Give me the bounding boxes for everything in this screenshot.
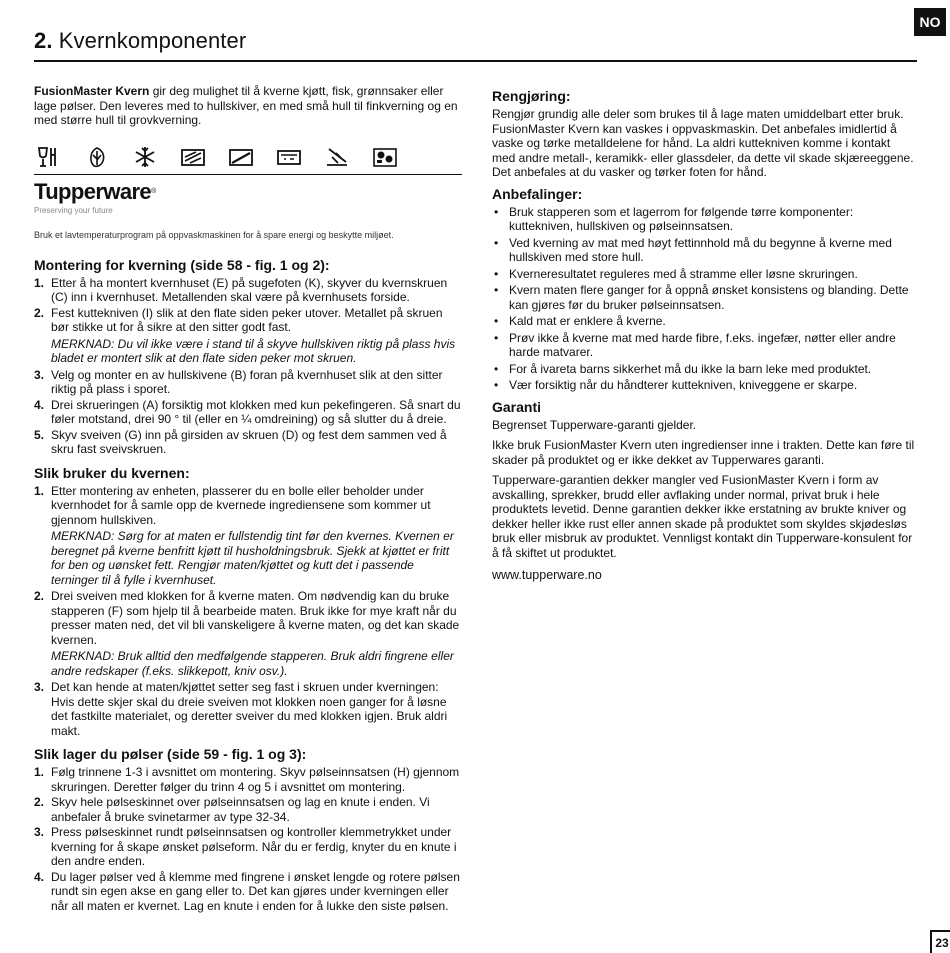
- list-item: 5. Skyv sveiven (G) inn på girsiden av skruen (D) og fest dem sammen ved å skru fast sveivskruen.: [34, 427, 447, 456]
- list-item: • For å ivareta barns sikkerhet må du ikke la barn leke med produktet.: [492, 362, 916, 377]
- cleaning-text: Rengjør grundig alle deler som brukes til å lage maten umiddelbart etter bruk. FusionMaster Kvern kan vaskes i oppvaskmaskin. Det anbefales imidlertid å vaske og tørke metalldelene for hånd. La aldri kuttekniven komme i kontakt med andre metall-, keramikk- eller glassdeler, da dette vil skade skjæreeggene. Det anbefales at du vasker og tørker foten for hånd.: [492, 107, 914, 179]
- intro-text: gir deg mulighet til å kverne kjøtt, fisk, grønnsaker eller lage pølser. Den leveres med to hullskiver, en med små hull til finkverning og en med større hull til grovkverning.: [34, 84, 458, 127]
- list-item: 2. Drei sveiven med klokken for å kverne maten. Om nødvendig kan du bruke stapperen (F) som hjelp til å bearbeide maten. Bruk ikke for mye kraft når du presser maten ned, det vil bli vanskeligere å kverne maten, og det kan skade kvernen.: [34, 589, 460, 647]
- usage-heading: Slik bruker du kvernen:: [34, 464, 190, 481]
- language-tag: NO: [914, 8, 946, 36]
- product-name: FusionMaster Kvern: [34, 84, 150, 98]
- container-icon: [276, 145, 302, 169]
- assembly-steps: [34, 276, 462, 457]
- list-item: 1. Etter montering av enheten, plasserer du en bolle eller beholder under kvernhodet for å samle opp de kvernede ingrediensene som kommer ut gjennom hullskiven.: [34, 483, 431, 527]
- list-item: • Ved kverning av mat med høyt fettinnhold må du begynne å kverne med hullskiven med store hull.: [492, 236, 916, 265]
- list-item: • Kvern maten flere ganger for å oppnå ønsket konsistens og blanding. Dette kan gjøres før du bruker pølseinnsatsen.: [492, 283, 916, 312]
- logo-tagline: Preserving your future: [34, 205, 113, 215]
- sausage-heading: Slik lager du pølser (side 59 - fig. 1 og 3):: [34, 746, 307, 762]
- list-item: 3. Press pølseskinnet rundt pølseinnsatsen og kontroller klemmetrykket under kverning for å skape ønsket pølseform. Når du er ferdig, knyter du en knute i den andre enden.: [34, 825, 457, 868]
- list-item: • Bruk stapperen som et lagerrom for følgende tørre komponenter: kuttekniven, hullskiven og pølseinnsatsen.: [492, 205, 916, 234]
- usage-note-1: MERKNAD: Sørg for at maten er fullstendig tint før den kvernes. Kvernen er beregnet på kverne benfritt kjøtt til husholdningsbruk. Sjekk at kjøttet er fritt for ben og uønsket fett. Rengjør maten/kjøttet og kutt det i passende terninger til å fylle i kvernhuset.: [51, 529, 454, 587]
- list-item: • Prøv ikke å kverne mat med harde fibre, f.eks. ingefær, nøtter eller andre harde matvarer.: [492, 331, 916, 360]
- list-item: • Vær forsiktig når du håndterer kuttekniven, kniveggene er skarpe.: [492, 378, 916, 393]
- list-item: 4. Du lager pølser ved å klemme med fingrene i ønsket lengde og rotere pølsen rundt sin egen akse en gang eller to. Det kan gjøres under kverningen eller når all maten er kvernet. Lag en knute i enden for å lukke den siste pølsen.: [34, 869, 460, 913]
- usage-steps: [34, 484, 462, 739]
- title-divider: [34, 60, 917, 62]
- list-item: 2. Skyv hele pølseskinnet over pølseinnsatsen og lag en knute i enden. Vi anbefaler å bruke svinetarmer av type 32-34.: [34, 795, 430, 824]
- list-item: 1. Etter å ha montert kvernhuset (E) på sugefoten (K), skyver du kvernskruen (C) inn i kvernhuset. Metallenden skal være på kvernhusets forside.: [34, 275, 448, 304]
- parts-icon: [372, 145, 398, 169]
- dishwasher-icon: [36, 145, 62, 169]
- recommendations-heading: Anbefalinger:: [492, 185, 583, 202]
- eco-note: Bruk et lavtemperaturprogram på oppvaskmaskinen for å spare energi og beskytte miljøet.: [34, 230, 394, 240]
- feature-icons: [36, 144, 462, 170]
- website-link[interactable]: www.tupperware.no: [492, 568, 602, 582]
- section-title: Kvernkomponenter: [58, 28, 247, 53]
- bag-icon: [324, 145, 350, 169]
- cleaning-heading: Rengjøring:: [492, 88, 571, 104]
- list-item: 2. Fest kuttekniven (I) slik at den flate siden peker utover. Metallet på skruen bør stikke ut for å sikre at den sitter godt fast.: [34, 305, 443, 334]
- right-column: [492, 84, 916, 589]
- list-item: • Kald mat er enklere å kverne.: [492, 314, 916, 329]
- tupperware-logo: Tupperware®: [34, 178, 156, 204]
- left-column: [34, 84, 462, 921]
- freezer-icon: [132, 145, 158, 169]
- lettuce-icon: [84, 145, 110, 169]
- usage-note-2: MERKNAD: Bruk alltid den medfølgende stapperen. Bruk aldri fingrene eller andre redskaper (f.eks. slikkepott, kniv osv.).: [51, 649, 454, 678]
- recommendations-list: [492, 205, 916, 393]
- list-item: 3. Velg og monter en av hullskivene (B) foran på kvernhuset slik at den sitter riktig på plass i sporet.: [34, 367, 443, 396]
- list-item: • Kverneresultatet reguleres med å stramme eller løsne skruringen.: [492, 267, 916, 282]
- warranty-heading: Garanti: [492, 398, 542, 415]
- intro-paragraph: [34, 84, 462, 128]
- page-number: 23: [930, 930, 950, 953]
- warranty-text-2: Ikke bruk FusionMaster Kvern uten ingredienser inne i trakten. Dette kan føre til skader på produktet og er ikke dekket av Tupperwares garanti.: [492, 438, 915, 467]
- list-item: 1. Følg trinnene 1-3 i avsnittet om montering. Skyv pølseinnsatsen (H) gjennom skruringen. Deretter følger du trinn 4 og 5 i avsnittet om montering.: [34, 765, 460, 794]
- list-item: 3. Det kan hende at maten/kjøttet setter seg fast i skruen under kverningen: Hvis dette skjer skal du dreie sveiven mot klokken noen ganger for å løsne det fastkilte materialet, og deretter sveiver du med klokken igjen. Bruk aldri makt.: [34, 680, 448, 738]
- grinder-icon: [228, 145, 254, 169]
- list-item: 4. Drei skrueringen (A) forsiktig mot klokken med kun pekefingeren. Så snart du føler motstand, drei 90 ° til (eller en ¼ omdreining) og så slutter du å dreie.: [34, 397, 461, 426]
- assembly-heading: Montering for kverning (side 58 - fig. 1 og 2):: [34, 256, 330, 273]
- page-title: [34, 28, 246, 54]
- warranty-text-3: Tupperware-garantien dekker mangler ved FusionMaster Kvern i form av avskalling, sprekker, brudd eller avflaking under normal, privat bruk i hele produktets levetid. Denne garantien dekker ikke erstatning av brukte kniver og dekker heller ikke rust eller annen skade på produktet som skyldes skjødesløs bruk eller misbruk av produktet. Vennligst kontakt din Tupperware-konsulent for å få skiftet ut produktet.: [492, 473, 913, 560]
- warranty-text-1: Begrenset Tupperware-garanti gjelder.: [492, 417, 697, 432]
- icons-divider: [34, 174, 462, 175]
- assembly-note: MERKNAD: Du vil ikke være i stand til å skyve hullskiven riktig på plass hvis bladet er montert slik at den flate siden peker mot skruen.: [51, 336, 456, 365]
- sausage-icon: [180, 145, 206, 169]
- sausage-steps: [34, 765, 462, 913]
- section-number: 2.: [34, 28, 53, 53]
